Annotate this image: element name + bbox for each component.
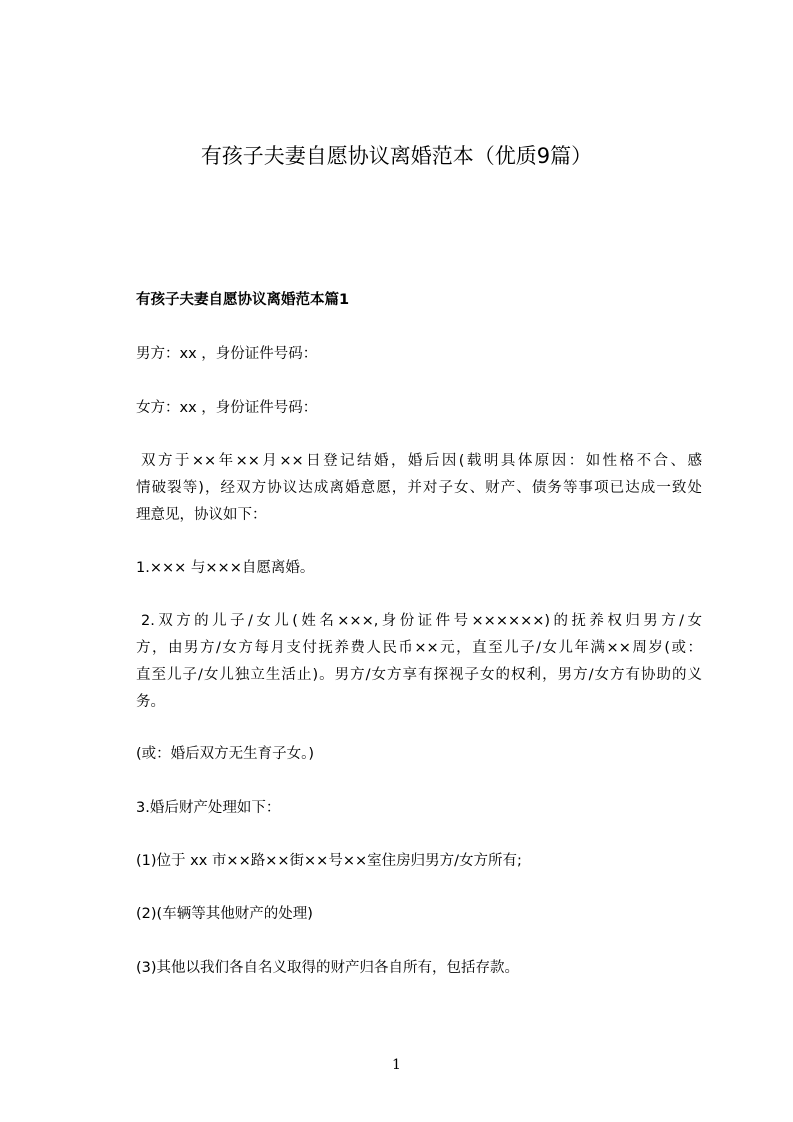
clause-2-line-2: 方，由男方/女方每月支付抚养费人民币××元，直至儿子/女儿年满××周岁(或：: [136, 640, 702, 656]
clause-2-line-3: 直至儿子/女儿独立生活止)。男方/女方享有探视子女的权利，男方/女方有协助的义: [136, 667, 702, 683]
intro-paragraph-line-1: 双方于××年××月××日登记结婚，婚后因(载明具体原因：如性格不合、感: [141, 453, 702, 469]
clause-2-line-1: 2.双方的儿子/女儿(姓名×××,身份证件号××××××)的抚养权归男方/女: [141, 613, 702, 629]
clause-3: 3.婚后财产处理如下：: [136, 800, 281, 816]
male-party-line: 男方：xx ，身份证件号码：: [136, 346, 318, 362]
page-number: 1: [392, 1057, 401, 1073]
section-heading: 有孩子夫妻自愿协议离婚范本篇1: [136, 292, 350, 308]
property-item-2: (2)(车辆等其他财产的处理): [136, 906, 313, 922]
property-item-3: (3)其他以我们各自名义取得的财产归各自所有，包括存款。: [136, 960, 520, 976]
intro-paragraph-line-3: 理意见，协议如下：: [136, 507, 267, 523]
property-item-1: (1)位于 xx 市××路××街××号××室住房归男方/女方所有;: [136, 853, 522, 869]
clause-2-line-4: 务。: [136, 694, 165, 710]
document-title: 有孩子夫妻自愿协议离婚范本（优质9篇）: [200, 144, 593, 168]
female-party-line: 女方：xx ，身份证件号码：: [136, 400, 318, 416]
clause-1: 1.××× 与×××自愿离婚。: [136, 560, 315, 576]
no-children-note: (或：婚后双方无生育子女。): [136, 746, 315, 762]
intro-paragraph-line-2: 情破裂等)，经双方协议达成离婚意愿，并对子女、财产、债务等事项已达成一致处: [136, 480, 702, 496]
